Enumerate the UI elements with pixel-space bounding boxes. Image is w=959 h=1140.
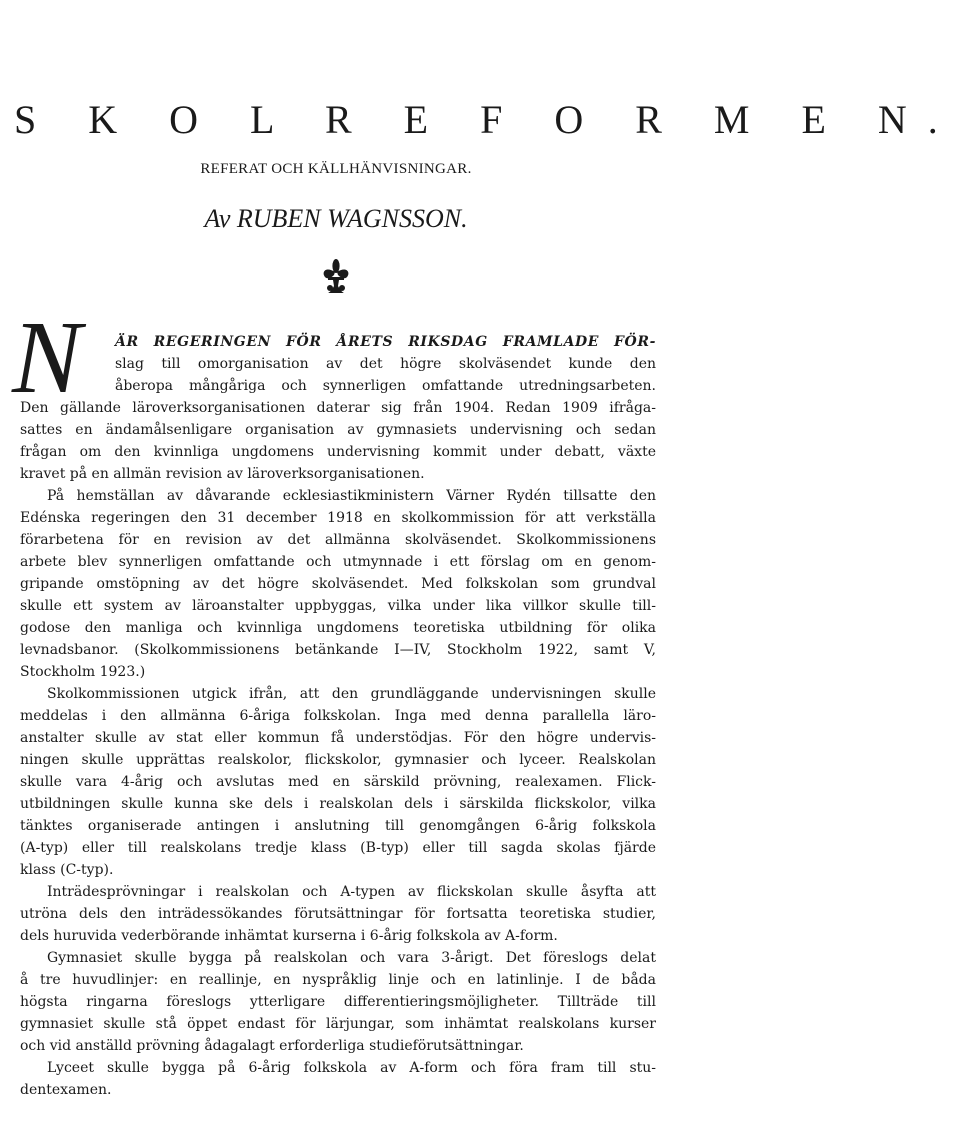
text-line: ÄR REGERINGEN FÖR ÅRETS RIKSDAG FRAMLADE FÖR- xyxy=(115,334,656,350)
text-line: slag till omorganisation av det högre skolväsendet kunde den xyxy=(115,356,656,372)
text-line: Lyceet skulle bygga på 6-årig folkskola av A-form och föra fram till stu- xyxy=(47,1060,656,1076)
text-line: tänktes organiserade antingen i anslutning till genomgången 6-årig folkskola xyxy=(20,818,656,834)
text-line: och vid anställd prövning ådagalagt erforderliga studieförutsättningar. xyxy=(20,1038,524,1054)
fleuron-icon xyxy=(320,258,352,294)
text-line: högsta ringarna föreslogs ytterligare differentieringsmöjligheter. Tillträde till xyxy=(20,994,656,1010)
text-line: klass (C-typ). xyxy=(20,862,114,878)
text-line: Skolkommissionen utgick ifrån, att den grundläggande undervisningen skulle xyxy=(47,686,656,702)
text-line: skulle vara 4-årig och avslutas med en särskild prövning, realexamen. Flick- xyxy=(20,774,656,790)
text-line: Inträdesprövningar i realskolan och A-typen av flickskolan skulle åsyfta att xyxy=(47,884,656,900)
text-line: å tre huvudlinjer: en reallinje, en nyspråklig linje och en latinlinje. I de båda xyxy=(20,972,656,988)
text-line: kravet på en allmän revision av läroverksorganisationen. xyxy=(20,466,425,482)
text-line: Stockholm 1923.) xyxy=(20,664,146,680)
text-line: gymnasiet skulle stå öppet endast för lärjungar, som inhämtat realskolans kurser xyxy=(20,1016,656,1032)
text-line: utröna dels den inträdessökandes förutsättningar för fortsatta teoretiska studier, xyxy=(20,906,656,922)
text-line: På hemställan av dåvarande ecklesiastikministern Värner Rydén tillsatte den xyxy=(47,488,656,504)
article-author: Av RUBEN WAGNSSON. xyxy=(204,204,468,233)
text-line: godose den manliga och kvinnliga ungdomens teoretiska utbildning för olika xyxy=(20,620,656,636)
text-line: förarbetena för en revision av det allmänna skolväsendet. Skolkommissionens xyxy=(20,532,656,548)
text-line: dels huruvida vederbörande inhämtat kurserna i 6-årig folkskola av A-form. xyxy=(20,928,558,944)
article-title: S K O L R E F O R M E N. xyxy=(14,97,959,142)
text-line: Den gällande läroverksorganisationen daterar sig från 1904. Redan 1909 ifråga- xyxy=(20,400,656,416)
text-line: dentexamen. xyxy=(20,1082,112,1098)
text-line: arbete blev synnerligen omfattande och utmynnade i ett förslag om en genom- xyxy=(20,554,656,570)
text-line: (A-typ) eller till realskolans tredje klass (B-typ) eller till sagda skolas fjärde xyxy=(20,840,656,856)
text-line: ningen skulle upprättas realskolor, flickskolor, gymnasier och lyceer. Realskolan xyxy=(20,752,656,768)
text-line: meddelas i den allmänna 6-åriga folkskolan. Inga med denna parallella läro- xyxy=(20,708,656,724)
text-line: sattes en ändamålsenligare organisation av gymnasiets undervisning och sedan xyxy=(20,422,656,438)
text-line: skulle ett system av läroanstalter uppbyggas, vilka under lika villkor skulle till- xyxy=(20,598,656,614)
text-line: levnadsbanor. (Skolkommissionens betänkande I—IV, Stockholm 1922, samt V, xyxy=(20,642,656,658)
text-line: Gymnasiet skulle bygga på realskolan och vara 3-årigt. Det föreslogs delat xyxy=(47,950,656,966)
text-line: Edénska regeringen den 31 december 1918 en skolkommission för att verkställa xyxy=(20,510,656,526)
drop-cap: N xyxy=(12,300,82,415)
text-line: utbildningen skulle kunna ske dels i realskolan dels i särskilda flickskolor, vilka xyxy=(20,796,656,812)
text-line: gripande omstöpning av det högre skolväsendet. Med folkskolan som grundval xyxy=(20,576,656,592)
text-line: åberopa mångåriga och synnerligen omfattande utredningsarbeten. xyxy=(115,378,656,394)
article-subtitle: REFERAT OCH KÄLLHÄNVISNINGAR. xyxy=(200,161,472,177)
text-line: anstalter skulle av stat eller kommun få understödjas. För den högre undervis- xyxy=(20,730,656,746)
text-line: frågan om den kvinnliga ungdomens undervisning kommit under debatt, växte xyxy=(20,444,656,460)
